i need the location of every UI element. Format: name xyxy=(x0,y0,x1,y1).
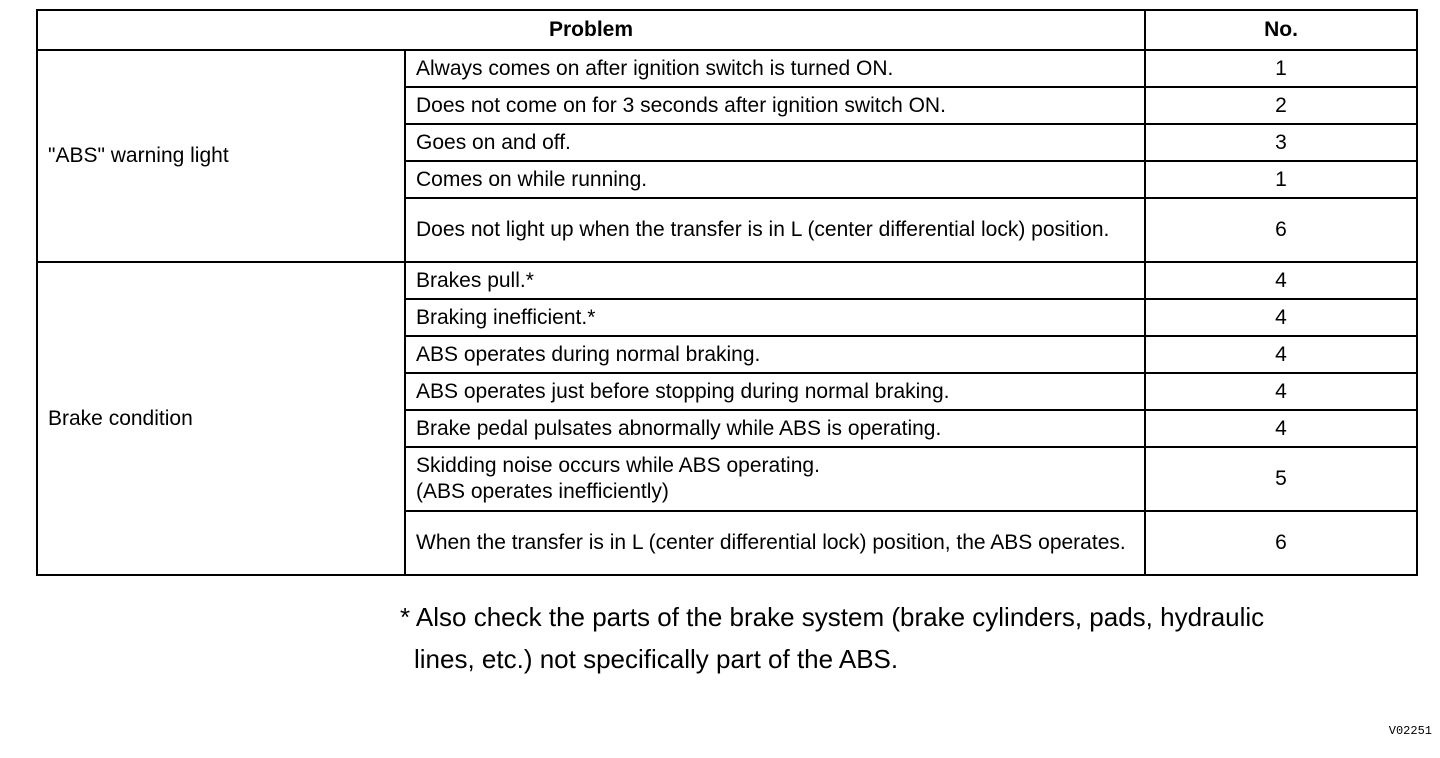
problem-description: Does not come on for 3 seconds after ignition switch ON. xyxy=(405,87,1145,124)
problem-description: Brake pedal pulsates abnormally while ABS is operating. xyxy=(405,410,1145,447)
problem-description: Brakes pull.* xyxy=(405,262,1145,299)
header-no: No. xyxy=(1145,10,1417,50)
footnote-line-1: * Also check the parts of the brake system (brake cylinders, pads, hydraulic xyxy=(400,602,1265,632)
category-abs-warning-light: "ABS" warning light xyxy=(37,50,405,262)
problem-number: 4 xyxy=(1145,373,1417,410)
problem-description: When the transfer is in L (center differential lock) position, the ABS operates. xyxy=(405,511,1145,575)
problem-number: 5 xyxy=(1145,447,1417,511)
problem-number: 4 xyxy=(1145,262,1417,299)
problem-number: 1 xyxy=(1145,50,1417,87)
problem-description: ABS operates just before stopping during normal braking. xyxy=(405,373,1145,410)
problem-number: 3 xyxy=(1145,124,1417,161)
category-brake-condition: Brake condition xyxy=(37,262,405,575)
header-problem: Problem xyxy=(37,10,1145,50)
table-header-row xyxy=(37,10,1417,50)
footnote xyxy=(400,596,1430,680)
problem-description: Comes on while running. xyxy=(405,161,1145,198)
footnote-line-2: lines, etc.) not specifically part of the ABS. xyxy=(414,644,899,674)
problem-number: 4 xyxy=(1145,299,1417,336)
problem-number: 1 xyxy=(1145,161,1417,198)
problem-table xyxy=(36,9,1418,576)
problem-number: 6 xyxy=(1145,198,1417,262)
problem-number: 4 xyxy=(1145,336,1417,373)
figure-code: V02251 xyxy=(1388,724,1432,738)
problem-description: Goes on and off. xyxy=(405,124,1145,161)
problem-description: ABS operates during normal braking. xyxy=(405,336,1145,373)
table-row xyxy=(37,262,1417,299)
problem-description: Braking inefficient.* xyxy=(405,299,1145,336)
table-row xyxy=(37,50,1417,87)
problem-number: 2 xyxy=(1145,87,1417,124)
problem-description: Skidding noise occurs while ABS operating. (ABS operates inefficiently) xyxy=(405,447,1145,511)
problem-number: 6 xyxy=(1145,511,1417,575)
problem-description: Does not light up when the transfer is in L (center differential lock) position. xyxy=(405,198,1145,262)
problem-number: 4 xyxy=(1145,410,1417,447)
problem-description: Always comes on after ignition switch is turned ON. xyxy=(405,50,1145,87)
